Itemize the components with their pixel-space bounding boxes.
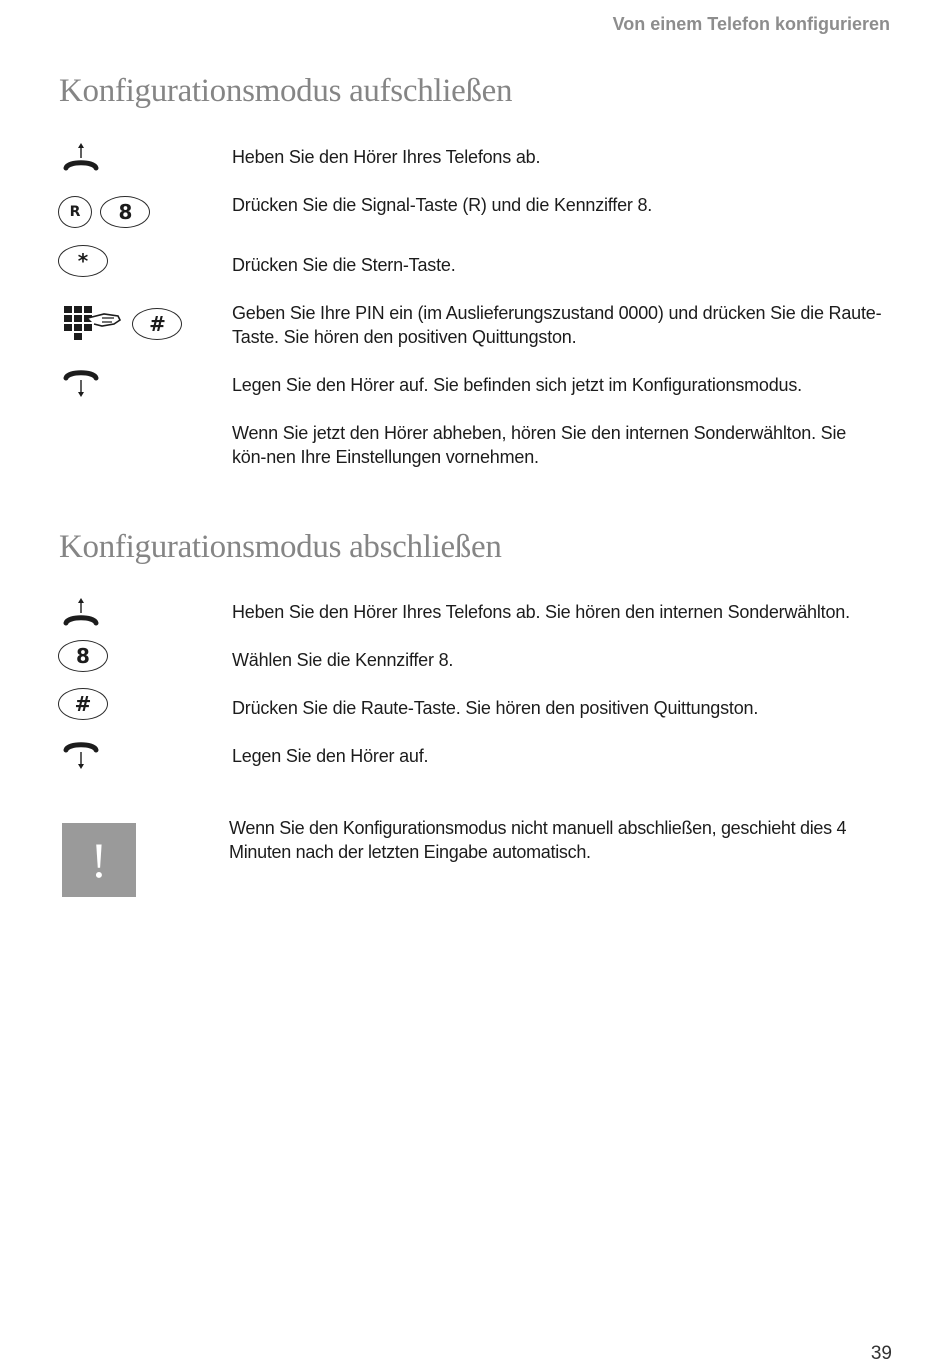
section-title-unlock: Konfigurationsmodus aufschließen xyxy=(59,73,513,109)
hash-key-label: # xyxy=(58,688,108,720)
handset-hang-up-icon xyxy=(58,368,104,408)
step-text: Drücken Sie die Raute-Taste. Sie hören den positiven Quittungston. xyxy=(232,698,759,718)
keypad-hash-icon xyxy=(58,304,188,344)
hash-key-label: # xyxy=(132,308,182,340)
r-key-icon: R xyxy=(58,196,92,228)
step-text: Wählen Sie die Kennziffer 8. xyxy=(232,650,454,670)
star-key-label: * xyxy=(58,245,108,277)
step-text: Legen Sie den Hörer auf. Sie befinden sich jetzt im Konfigurationsmodus. xyxy=(232,375,802,395)
keys-r-8-icon xyxy=(58,196,150,236)
step-text: Drücken Sie die Stern-Taste. xyxy=(232,255,456,275)
hash-key-icon xyxy=(58,688,108,728)
exclamation-icon: ! xyxy=(62,823,136,897)
star-key-icon xyxy=(58,245,108,285)
digit-8-key-label: 8 xyxy=(58,640,108,672)
running-header: Von einem Telefon konfigurieren xyxy=(612,14,890,34)
step-text: Legen Sie den Hörer auf. xyxy=(232,746,429,766)
step-text: Heben Sie den Hörer Ihres Telefons ab. Sie hören den internen Sonderwählton. xyxy=(232,602,850,622)
step-text: Geben Sie Ihre PIN ein (im Auslieferungszustand 0000) und drücken Sie die Raute-Taste. Sie hören den positiven Quittungston. xyxy=(232,303,882,347)
handset-lift-icon xyxy=(58,595,104,635)
digit-8-key-icon: 8 xyxy=(100,196,150,228)
key-8-icon xyxy=(58,640,108,680)
page-number: 39 xyxy=(870,1343,892,1364)
step-text: Drücken Sie die Signal-Taste (R) und die Kennziffer 8. xyxy=(232,195,653,215)
section-title-lock: Konfigurationsmodus abschließen xyxy=(59,529,502,565)
handset-lift-icon xyxy=(58,140,104,180)
handset-hang-up-icon xyxy=(58,740,104,780)
note-text: Wenn Sie den Konfigurationsmodus nicht manuell abschließen, geschieht dies 4 Minuten nach der letzten Eingabe automatisch. xyxy=(229,818,847,862)
step-text: Wenn Sie jetzt den Hörer abheben, hören Sie den internen Sonderwählton. Sie kön-nen Ihre Einstellungen vornehmen. xyxy=(232,423,847,467)
step-text: Heben Sie den Hörer Ihres Telefons ab. xyxy=(232,147,541,167)
keypad-hand-icon xyxy=(58,304,124,344)
